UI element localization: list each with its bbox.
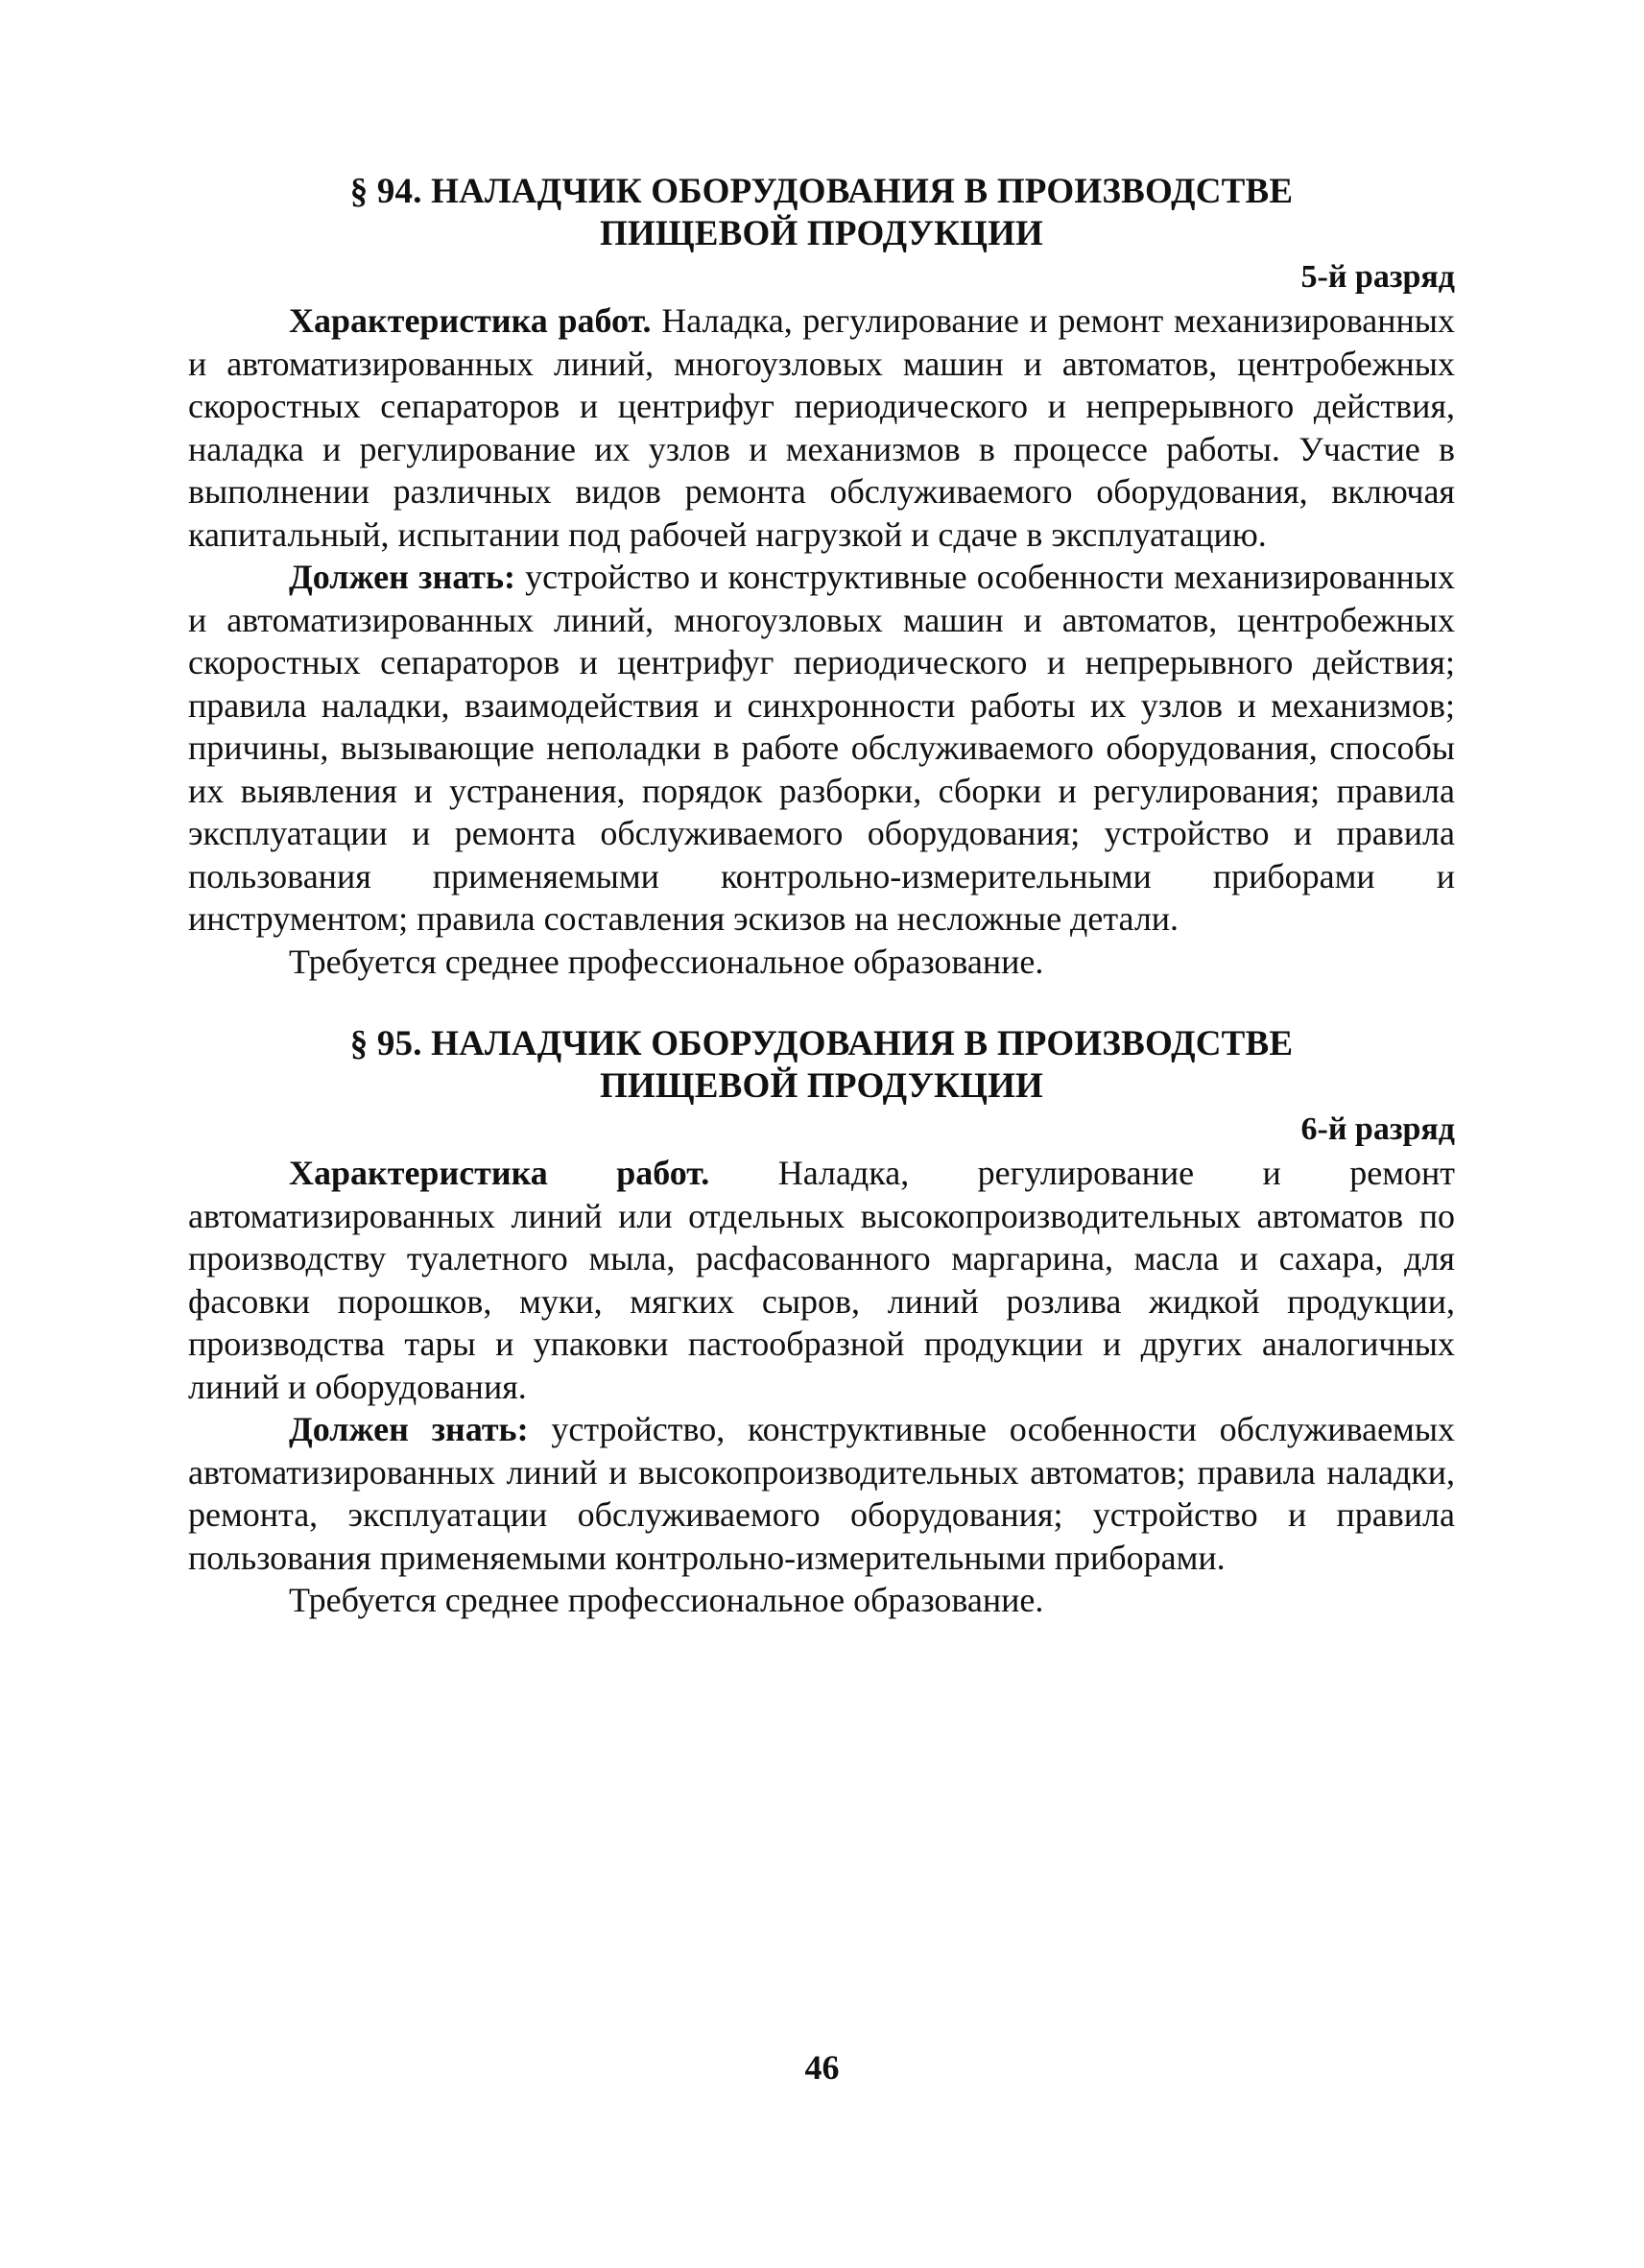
section-title-line-1: § 94. НАЛАДЧИК ОБОРУДОВАНИЯ В ПРОИЗВОДСТВЕ xyxy=(349,172,1294,211)
section-94 xyxy=(188,171,1455,983)
education-requirement: Требуется среднее профессиональное образование. xyxy=(289,942,1044,981)
section-title-line-2: ПИЩЕВОЙ ПРОДУКЦИИ xyxy=(599,1066,1044,1106)
section-95 xyxy=(188,1023,1455,1622)
work-characteristics-text: Наладка, регулирование и ремонт механизированных и автоматизированных линий, многоузловых машин и автоматов, центробежных скоростных сепараторов и центрифуг периодического и непрерывного действия, наладка и регулирование их узлов и механизмов в процессе работы. Участие в выполнении различных видов ремонта обслуживаемого оборудования, включая капитальный, испытании под рабочей нагрузкой и сдаче в эксплуатацию. xyxy=(188,301,1455,554)
must-know-paragraph xyxy=(188,556,1455,941)
work-characteristics-paragraph xyxy=(188,1152,1455,1408)
section-title xyxy=(188,171,1455,255)
must-know-lead: Должен знать: xyxy=(289,558,515,596)
section-title xyxy=(188,1023,1455,1108)
page-number: 46 xyxy=(804,2048,840,2087)
work-characteristics-lead: Характеристика работ. xyxy=(289,1154,710,1192)
work-characteristics-paragraph xyxy=(188,299,1455,556)
page-content xyxy=(188,171,1455,1622)
grade-label: 6-й разряд xyxy=(1300,1111,1455,1147)
section-title-line-1: § 95. НАЛАДЧИК ОБОРУДОВАНИЯ В ПРОИЗВОДСТВЕ xyxy=(349,1024,1294,1063)
must-know-text: устройство и конструктивные особенности механизированных и автоматизированных линий, многоузловых машин и автоматов, центробежных скоростных сепараторов и центрифуг периодического и непрерывного действия; правила наладки, взаимодействия и синхронности работы их узлов и механизмов; причины, вызывающие неполадки в работе обслуживаемого оборудования, способы их выявления и устранения, порядок разборки, сборки и регулирования; правила эксплуатации и ремонта обслуживаемого оборудования; устройство и правила пользования применяемыми контрольно-измерительными приборами и инструментом; правила составления эскизов на несложные детали. xyxy=(188,558,1455,938)
education-requirement: Требуется среднее профессиональное образование. xyxy=(289,1581,1044,1619)
section-title-line-2: ПИЩЕВОЙ ПРОДУКЦИИ xyxy=(599,214,1044,253)
work-characteristics-text: Наладка, регулирование и ремонт автоматизированных линий или отдельных высокопроизводительных автоматов по производству туалетного мыла, расфасованного маргарина, масла и сахара, для фасовки порошков, муки, мягких сыров, линий розлива жидкой продукции, производства тары и упаковки пастообразной продукции и других аналогичных линий и оборудования. xyxy=(188,1154,1456,1406)
must-know-paragraph xyxy=(188,1408,1455,1579)
grade-label: 5-й разряд xyxy=(1300,259,1455,295)
work-characteristics-lead: Характеристика работ. xyxy=(289,301,652,340)
must-know-text: устройство, конструктивные особенности обслуживаемых автоматизированных линий и высокопроизводительных автоматов; правила наладки, ремонта, эксплуатации обслуживаемого оборудования; устройство и правила пользования применяемыми контрольно-измерительными приборами. xyxy=(188,1410,1456,1577)
must-know-lead: Должен знать: xyxy=(289,1410,529,1448)
